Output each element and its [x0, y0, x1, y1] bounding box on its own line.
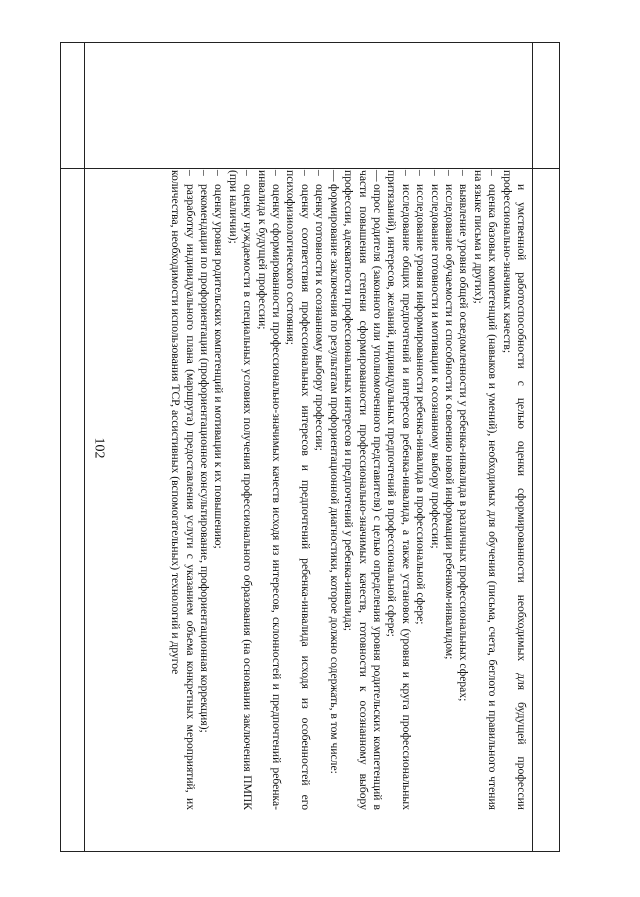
list-bullet: –	[298, 170, 312, 176]
page-number: 102	[91, 437, 107, 459]
list-item	[283, 170, 312, 810]
list-item	[456, 170, 470, 810]
list-item	[413, 170, 427, 810]
list-item	[442, 170, 456, 810]
list-bullet: –	[442, 170, 456, 176]
list-item-text: оценку уровня родительских компетенций и мотивации к их повышению;	[212, 184, 226, 549]
list-bullet: –	[270, 170, 284, 176]
list-item-text: оценку готовности к осознанному выбору профессии;	[313, 184, 327, 451]
list-bullet: –	[313, 170, 327, 176]
list-bullet: –	[414, 170, 428, 176]
list-bullet: –	[212, 170, 226, 176]
list-item	[326, 170, 340, 810]
list-item-text: оценку нуждаемости в специальных условиях получения профессионального образования (на основании заключения ПМПК (при наличии);	[226, 170, 255, 810]
list-bullet: –	[198, 170, 212, 176]
list-item	[341, 170, 384, 810]
list-item-text: исследование уровня информированности ребенка-инвалида в профессиональной сфере;	[414, 184, 428, 625]
list-bullet: —	[327, 170, 341, 182]
list-item	[312, 170, 326, 810]
list-item	[384, 170, 413, 810]
list-item-text: исследование общих предпочтений и интересов ребенка-инвалида, а также установок (уровня и круга профессиональных притязаний), интересов, желаний, индивидуальных предпочтений в профессиональной сфере;	[385, 170, 413, 810]
table-row-divider	[60, 168, 560, 169]
list-item-text: и умственной работоспособности с целью оценки сформированности необходимых для будущей профессии профессионально-значимых качеств;	[500, 170, 528, 810]
list-item-text: разработку индивидуального плана (маршрута) предоставления услуги с указанием объема конкретных мероприятий, их количества, необходимости использования ТСР, ассистивных (вспомогательных) технологий и другое	[169, 170, 197, 810]
list-item	[254, 170, 283, 810]
list-bullet: —	[370, 170, 384, 182]
list-item	[427, 170, 441, 810]
list-item	[168, 170, 197, 810]
list-item	[225, 170, 254, 810]
table-cell-content	[88, 170, 528, 810]
list-item-text: опрос родителя (законного или уполномоченного представителя) с целью определения уровня родительских компетенций в части повышения степени сформированности профессионально-значимых качеств, готовности к осознанному выбору профессии, адекватности профессиональных интересов и предпочтений у ребенка-инвалида;	[342, 170, 384, 810]
list-item-text: оценку соответствия профессиональных интересов и предпочтений ребенка-инвалида исходя из особенностей его психофизиологического состояния;	[284, 170, 312, 810]
rotated-text-block	[88, 170, 528, 810]
list-item-text: формирование заключения по результатам профориентационной диагностики, которое должно содержать, в том числе:	[327, 184, 341, 774]
table-column-divider	[532, 42, 533, 852]
list-item	[499, 170, 528, 810]
list-bullet: –	[486, 170, 500, 176]
list-item	[197, 170, 211, 810]
list-item-text: оценка базовых компетенций (навыков и умений), необходимых для обучения (письма, счета, беглого и правильного чтения на языке письма и других);	[471, 170, 500, 810]
table-column-divider	[84, 42, 85, 852]
list-item-text: исследование готовности и мотивации к осознанному выбору профессии;	[428, 184, 442, 549]
list-bullet: –	[241, 170, 255, 176]
list-item	[211, 170, 225, 810]
list-item	[470, 170, 499, 810]
list-bullet: –	[399, 170, 413, 176]
list-bullet: –	[428, 170, 442, 176]
list-bullet: –	[457, 170, 471, 176]
list-bullet: –	[183, 170, 197, 176]
list-item-text: исследование обучаемости и способности к освоению новой информации ребенком-инвалидом;	[442, 184, 456, 660]
list-item-text: выявление уровня общей осведомленности у ребенка-инвалида в различных профессиональных сферах;	[457, 184, 471, 702]
list-item-text: оценку сформированности профессионально-значимых качеств исходя из интересов, склонностей и предпочтений ребенка-инвалида к будущей профессии;	[255, 170, 284, 810]
list-item-text: рекомендации по профориентации (профориентационное консультирование, профориентационная коррекция);	[198, 184, 212, 733]
